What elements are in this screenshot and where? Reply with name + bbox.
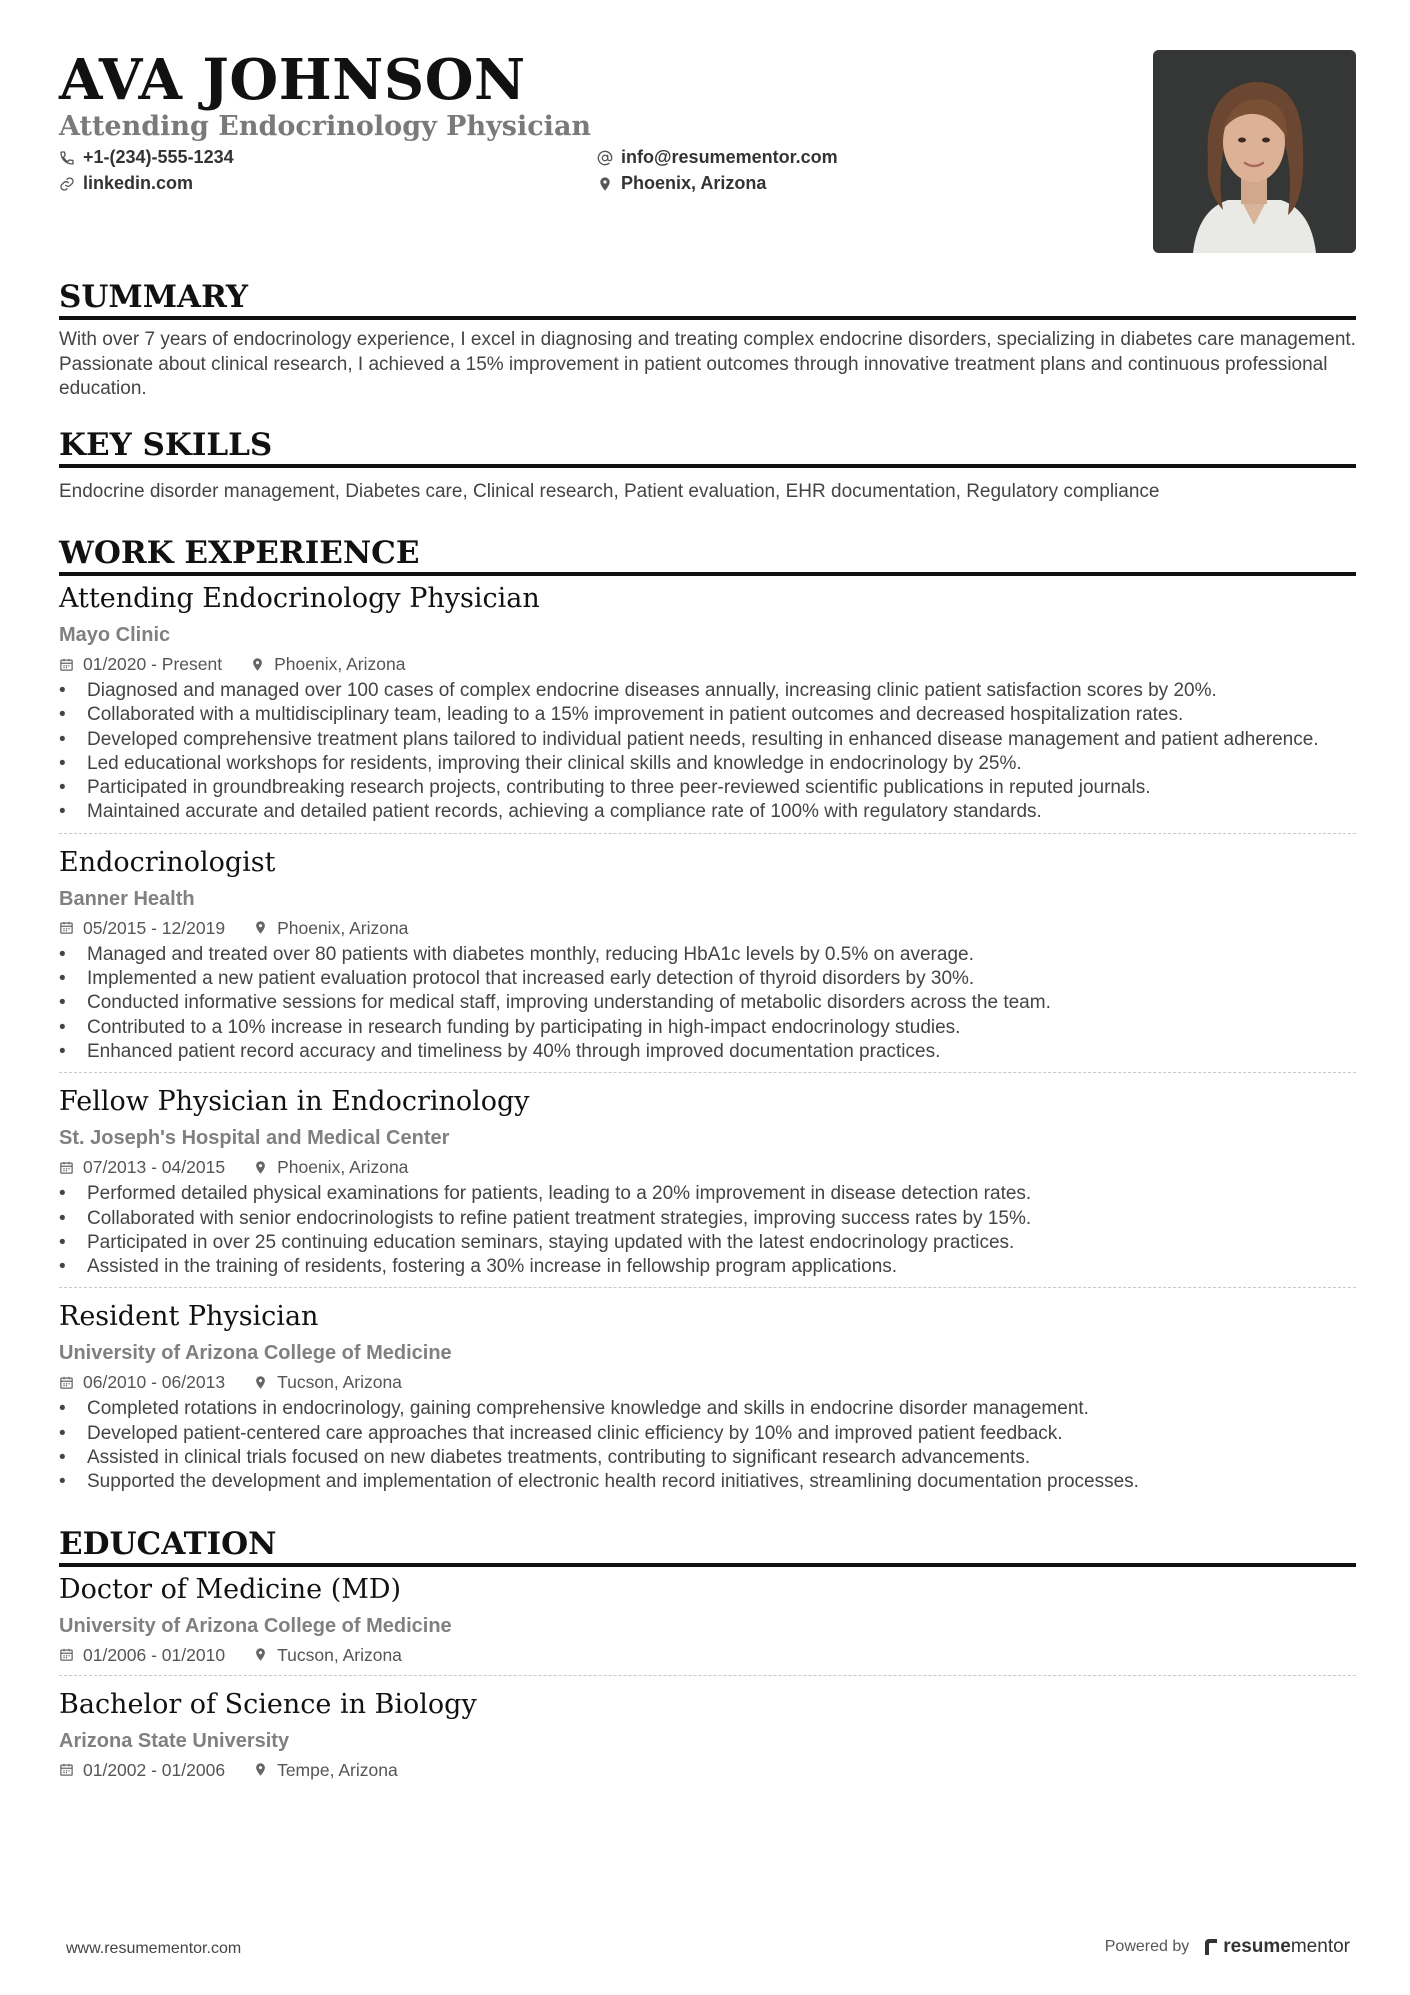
bullet-item: • Collaborated with senior endocrinologists to refine patient treatment strategies, improving success rates by 15%.: [59, 1207, 1356, 1231]
date-text: 06/2010 - 06/2013: [83, 1372, 226, 1393]
entry-location: [253, 1643, 402, 1667]
entry-location: [253, 1370, 402, 1394]
calendar-icon: [59, 1762, 74, 1777]
date-text: 01/2020 - Present: [83, 654, 223, 674]
date-text: 05/2015 - 12/2019: [83, 917, 226, 938]
location-text: Phoenix, Arizona: [277, 917, 409, 938]
job-title: Endocrinologist: [59, 846, 276, 878]
calendar-icon: [59, 1160, 74, 1175]
brand-logo[interactable]: [1203, 1936, 1350, 1958]
bullet-item: • Performed detailed physical examinations for patients, leading to a 20% improvement in disease detection rates.: [59, 1182, 1356, 1206]
bullet-item: • Led educational workshops for residents, improving their clinical skills and knowledge in endocrinology by 25%.: [59, 752, 1356, 776]
date-text: 01/2006 - 01/2010: [83, 1644, 226, 1665]
map-pin-icon: [597, 176, 613, 192]
phone-text: +1-(234)-555-1234: [83, 147, 234, 167]
phone-icon: [59, 150, 75, 166]
experience-heading: WORK EXPERIENCE: [59, 534, 1356, 576]
bullet-item: • Developed patient-centered care approaches that increased clinic efficiency by 10% and improved patient feedback.: [59, 1422, 1356, 1446]
summary-heading: SUMMARY: [59, 278, 1356, 320]
brand-light-text: mentor: [1290, 1936, 1350, 1957]
entry-meta: [59, 652, 1356, 676]
date-text: 07/2013 - 04/2015: [83, 1157, 226, 1178]
company-name: St. Joseph's Hospital and Medical Center: [59, 1127, 450, 1150]
bullet-item: • Managed and treated over 80 patients with diabetes monthly, reducing HbA1c levels by 0.5% on average.: [59, 943, 1356, 967]
school-name: Arizona State University: [59, 1729, 290, 1752]
bullet-item: • Assisted in the training of residents, fostering a 30% increase in fellowship program applications.: [59, 1255, 1356, 1279]
map-pin-icon: [253, 1375, 268, 1390]
degree-title: Bachelor of Science in Biology: [59, 1688, 477, 1720]
entry-location: [250, 652, 405, 676]
job-bullets: [59, 1182, 1356, 1279]
bullet-item: • Maintained accurate and detailed patient records, achieving a compliance rate of 100% with regulatory standards.: [59, 800, 1356, 824]
date-range: [59, 1758, 225, 1782]
map-pin-icon: [250, 657, 265, 672]
company-name: Banner Health: [59, 887, 195, 910]
portrait-image: [1153, 50, 1356, 253]
map-pin-icon: [253, 1647, 268, 1662]
email-text: info@resumementor.com: [621, 147, 838, 167]
education-entry: [59, 1675, 1356, 1790]
entry-meta: [59, 1370, 1356, 1394]
bullet-item: • Diagnosed and managed over 100 cases of complex endocrine diseases annually, increasing clinic patient satisfaction scores by 20%.: [59, 679, 1356, 703]
date-range: [59, 1643, 225, 1667]
resumementor-logo-icon: [1203, 1937, 1219, 1957]
experience-section: [59, 534, 1356, 1503]
entry-location: [253, 1758, 398, 1782]
job-entry: [59, 582, 1356, 833]
education-list: [59, 1573, 1356, 1790]
powered-by-label: Powered by: [1104, 1938, 1190, 1955]
skills-text: Endocrine disorder management, Diabetes care, Clinical research, Patient evaluation, EHR documentation, Regulatory compliance: [59, 480, 1160, 502]
bullet-item: • Developed comprehensive treatment plans tailored to individual patient needs, resulting in enhanced disease management and patient adherence.: [59, 728, 1356, 752]
location-text: Tucson, Arizona: [277, 1372, 402, 1393]
calendar-icon: [59, 920, 74, 935]
job-entry: [59, 833, 1356, 1072]
bullet-item: • Participated in over 25 continuing education seminars, staying updated with the latest endocrinology practices.: [59, 1231, 1356, 1255]
location-text: Phoenix, Arizona: [274, 654, 406, 674]
location-text: Tucson, Arizona: [277, 1644, 402, 1665]
at-icon: [597, 150, 613, 166]
entry-meta: [59, 1643, 1356, 1667]
candidate-role: Attending Endocrinology Physician: [59, 111, 592, 142]
bullet-item: • Collaborated with a multidisciplinary team, leading to a 15% improvement in patient outcomes and decreased hospitalization rates.: [59, 703, 1356, 727]
job-title: Fellow Physician in Endocrinology: [59, 1086, 530, 1118]
resume-page: [59, 48, 1356, 1790]
date-text: 01/2002 - 01/2006: [83, 1759, 226, 1780]
calendar-icon: [59, 1647, 74, 1662]
entry-meta: [59, 1155, 1356, 1179]
map-pin-icon: [253, 1762, 268, 1777]
job-entry: [59, 1287, 1356, 1502]
date-range: [59, 1370, 225, 1394]
location-text: Tempe, Arizona: [277, 1759, 398, 1780]
map-pin-icon: [253, 920, 268, 935]
job-list: [59, 582, 1356, 1503]
footer-website[interactable]: www.resumementor.com: [66, 1940, 242, 1957]
company-name: Mayo Clinic: [59, 624, 171, 646]
brand-bold-text: resume: [1223, 1936, 1291, 1957]
resume-header: [59, 48, 1356, 256]
calendar-icon: [59, 657, 74, 672]
job-entry: [59, 1072, 1356, 1287]
entry-meta: [59, 916, 1356, 940]
contact-phone[interactable]: [59, 147, 234, 168]
bullet-item: • Completed rotations in endocrinology, gaining comprehensive knowledge and skills in endocrine disorder management.: [59, 1397, 1356, 1421]
link-icon: [59, 176, 75, 192]
bullet-item: • Participated in groundbreaking research projects, contributing to three peer-reviewed scientific publications in reputed journals.: [59, 776, 1356, 800]
education-section: [59, 1525, 1356, 1790]
degree-title: Doctor of Medicine (MD): [59, 1573, 402, 1605]
contact-email[interactable]: [597, 147, 838, 168]
job-title: Attending Endocrinology Physician: [59, 583, 540, 614]
candidate-name: AVA JOHNSON: [59, 47, 526, 113]
location-text: Phoenix, Arizona: [621, 173, 767, 193]
job-bullets: [59, 943, 1356, 1064]
summary-section: [59, 278, 1356, 402]
bullet-item: • Contributed to a 10% increase in research funding by participating in high-impact endocrinology studies.: [59, 1016, 1356, 1040]
calendar-icon: [59, 1375, 74, 1390]
linkedin-text: linkedin.com: [83, 173, 194, 193]
entry-meta: [59, 1758, 1356, 1782]
bullet-item: • Conducted informative sessions for medical staff, improving understanding of metabolic disorders across the team.: [59, 991, 1356, 1015]
summary-text: With over 7 years of endocrinology experience, I excel in diagnosing and treating complex endocrine disorders, specializing in diabetes care management. Passionate about clinical research, I achieved a 15% improvement in patient outcomes through innovative treatment plans and continuous professional education.: [59, 329, 1356, 399]
date-range: [59, 916, 225, 940]
bullet-item: • Assisted in clinical trials focused on new diabetes treatments, contributing to significant research advancements.: [59, 1446, 1356, 1470]
footer-branding: [1105, 1936, 1350, 1958]
bullet-item: • Enhanced patient record accuracy and timeliness by 40% through improved documentation practices.: [59, 1040, 1356, 1064]
job-title: Resident Physician: [59, 1301, 319, 1333]
education-entry: [59, 1573, 1356, 1675]
job-bullets: [59, 1397, 1356, 1494]
bullet-item: • Supported the development and implementation of electronic health record initiatives, streamlining documentation processes.: [59, 1470, 1356, 1494]
company-name: University of Arizona College of Medicine: [59, 1342, 452, 1365]
location-text: Phoenix, Arizona: [277, 1157, 409, 1178]
education-heading: EDUCATION: [59, 1525, 1356, 1567]
contact-location: [597, 173, 766, 194]
profile-photo: [1153, 50, 1356, 253]
skills-heading: KEY SKILLS: [59, 426, 1356, 468]
skills-section: [59, 426, 1356, 505]
bullet-item: • Implemented a new patient evaluation protocol that increased early detection of thyroid disorders by 30%.: [59, 967, 1356, 991]
entry-location: [253, 1155, 408, 1179]
date-range: [59, 1155, 225, 1179]
school-name: University of Arizona College of Medicine: [59, 1614, 452, 1637]
map-pin-icon: [253, 1160, 268, 1175]
date-range: [59, 652, 222, 676]
contact-linkedin[interactable]: [59, 173, 193, 194]
entry-location: [253, 916, 408, 940]
job-bullets: [59, 679, 1356, 825]
